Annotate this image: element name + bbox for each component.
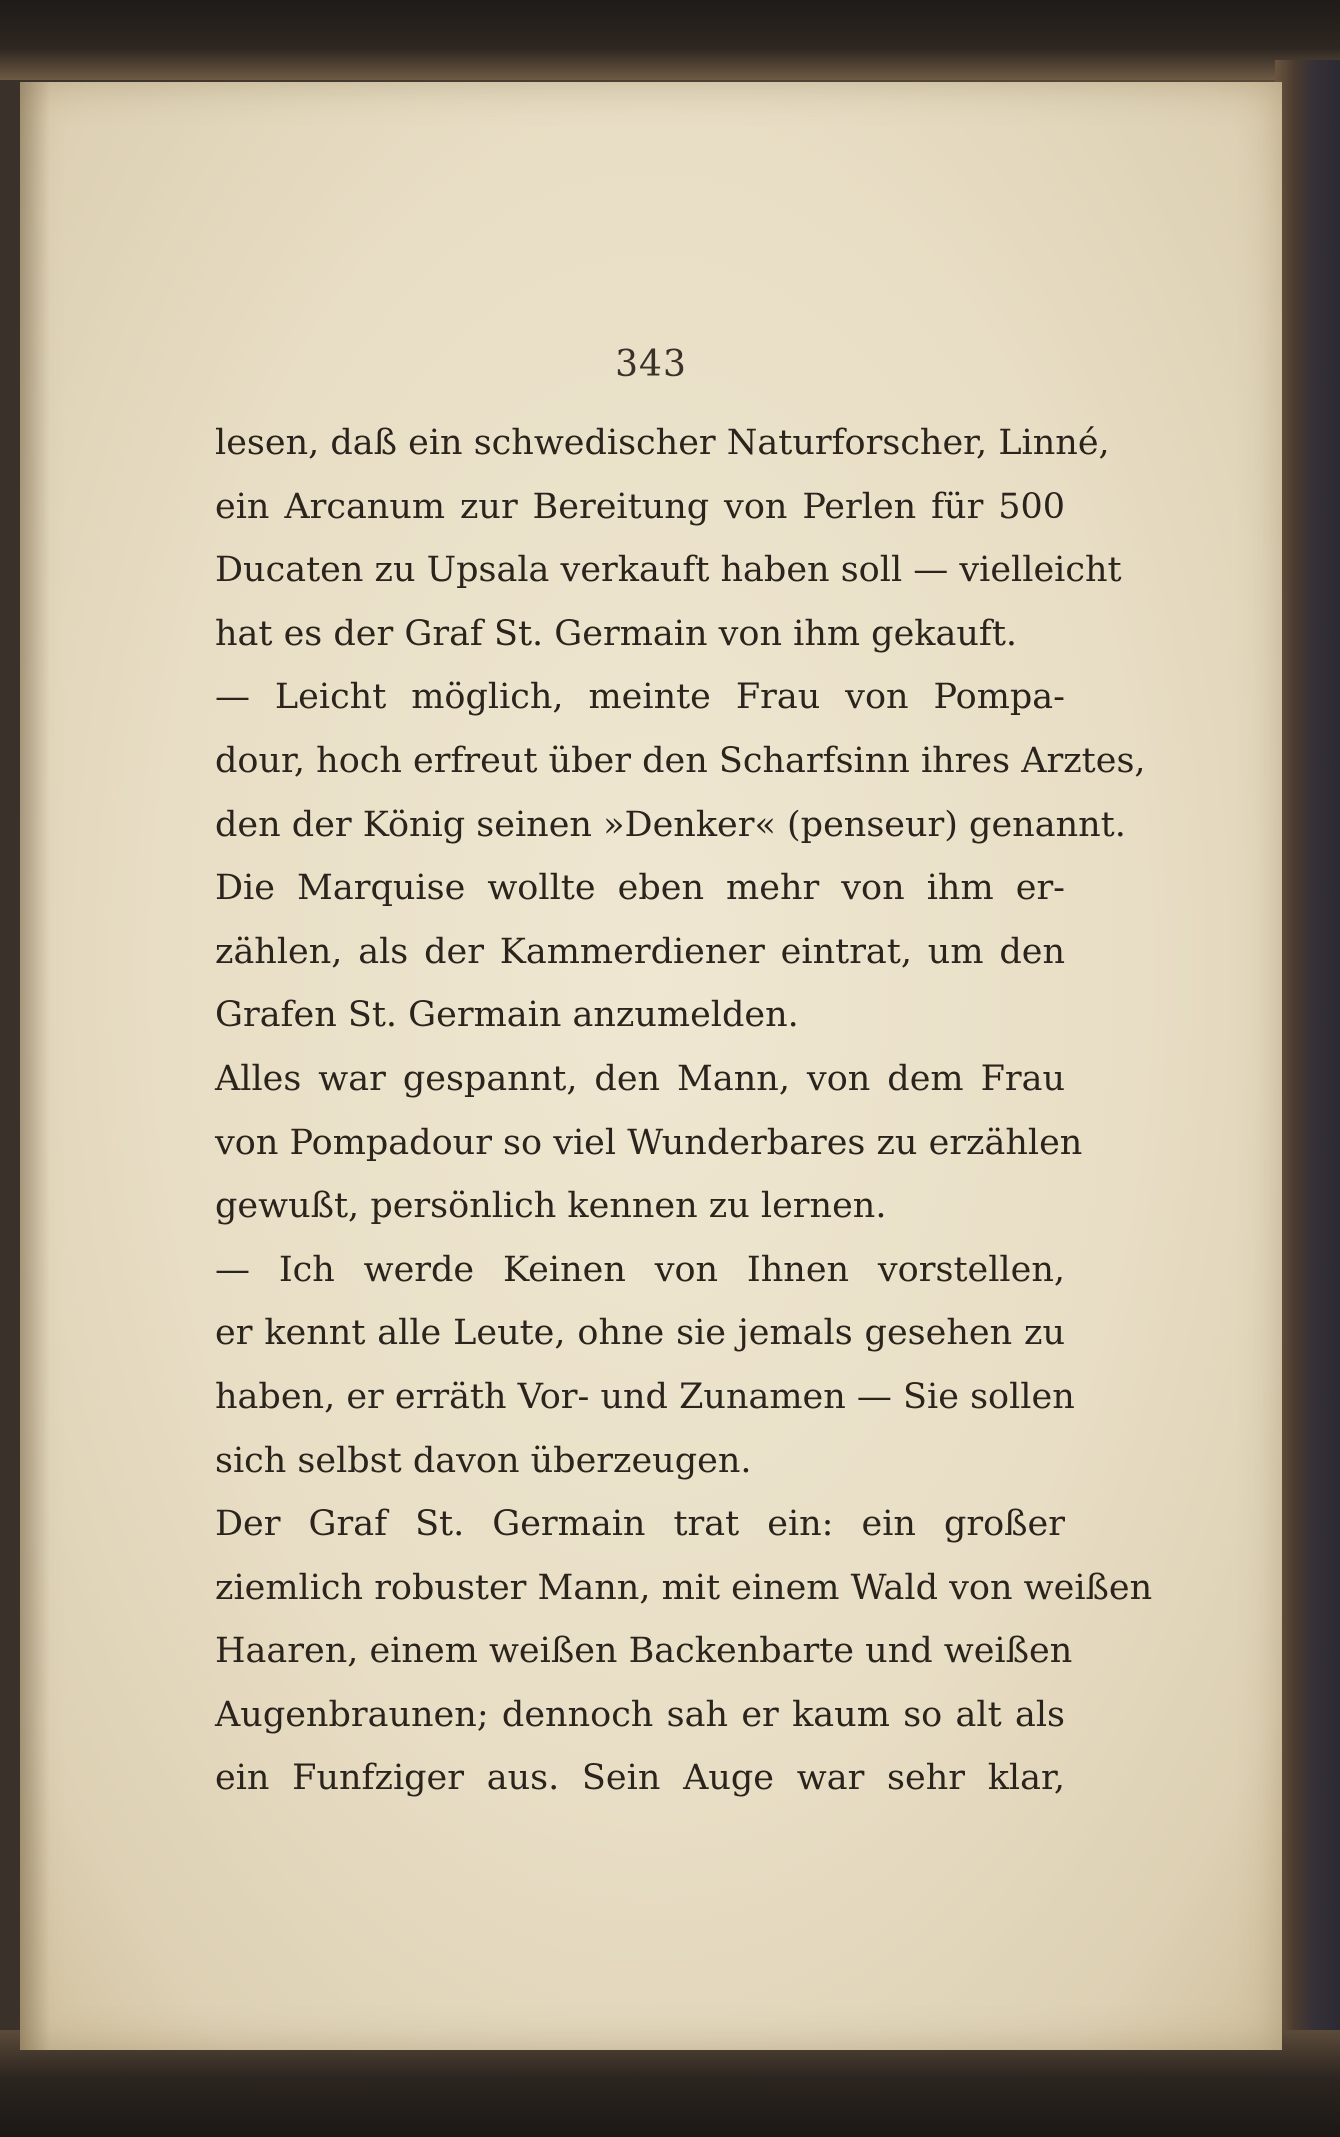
text-line: haben, er erräth Vor- und Zunamen — Sie sollen: [215, 1376, 1075, 1417]
text-line: er kennt alle Leute, ohne sie jemals gesehen zu: [215, 1313, 1065, 1354]
text-line: — Leicht möglich, meinte Frau von Pompa-: [215, 677, 1065, 718]
text-line: von Pompadour so viel Wunderbares zu erzählen: [215, 1122, 1083, 1163]
book-top-edge: [0, 0, 1340, 80]
text-line: — Ich werde Keinen von Ihnen vorstellen,: [215, 1249, 1065, 1290]
text-line: dour, hoch erfreut über den Scharfsinn ihres Arztes,: [215, 740, 1146, 781]
text-line: Alles war gespannt, den Mann, von dem Frau: [215, 1058, 1065, 1099]
text-line: ziemlich robuster Mann, mit einem Wald von weißen: [215, 1567, 1153, 1608]
book-cover-edge: [1275, 60, 1340, 2060]
text-line: Der Graf St. Germain trat ein: ein großer: [215, 1504, 1065, 1545]
text-line: Haaren, einem weißen Backenbarte und weißen: [215, 1631, 1073, 1672]
text-line: Die Marquise wollte eben mehr von ihm er-: [215, 868, 1065, 909]
text-line: lesen, daß ein schwedischer Naturforscher, Linné,: [215, 423, 1110, 463]
text-line: Grafen St. Germain anzumelden.: [215, 995, 799, 1036]
text-line: Augenbraunen; dennoch sah er kaum so alt als: [215, 1694, 1065, 1735]
page-number: 343: [615, 344, 687, 385]
text-line: ein Arcanum zur Bereitung von Perlen für 500: [215, 486, 1065, 527]
page-gutter-shadow: [20, 82, 50, 2050]
text-line: ein Funfziger aus. Sein Auge war sehr klar,: [215, 1758, 1065, 1799]
text-line: hat es der Graf St. Germain von ihm gekauft.: [215, 613, 1018, 654]
text-line: zählen, als der Kammerdiener eintrat, um den: [215, 931, 1065, 972]
book-page: [20, 82, 1282, 2050]
text-line: Ducaten zu Upsala verkauft haben soll — vielleicht: [215, 550, 1122, 591]
text-line: sich selbst davon überzeugen.: [215, 1440, 752, 1481]
text-line: gewußt, persönlich kennen zu lernen.: [215, 1186, 887, 1227]
text-line: den der König seinen »Denker« (penseur) genannt.: [215, 804, 1126, 845]
body-text: [215, 412, 1153, 1811]
